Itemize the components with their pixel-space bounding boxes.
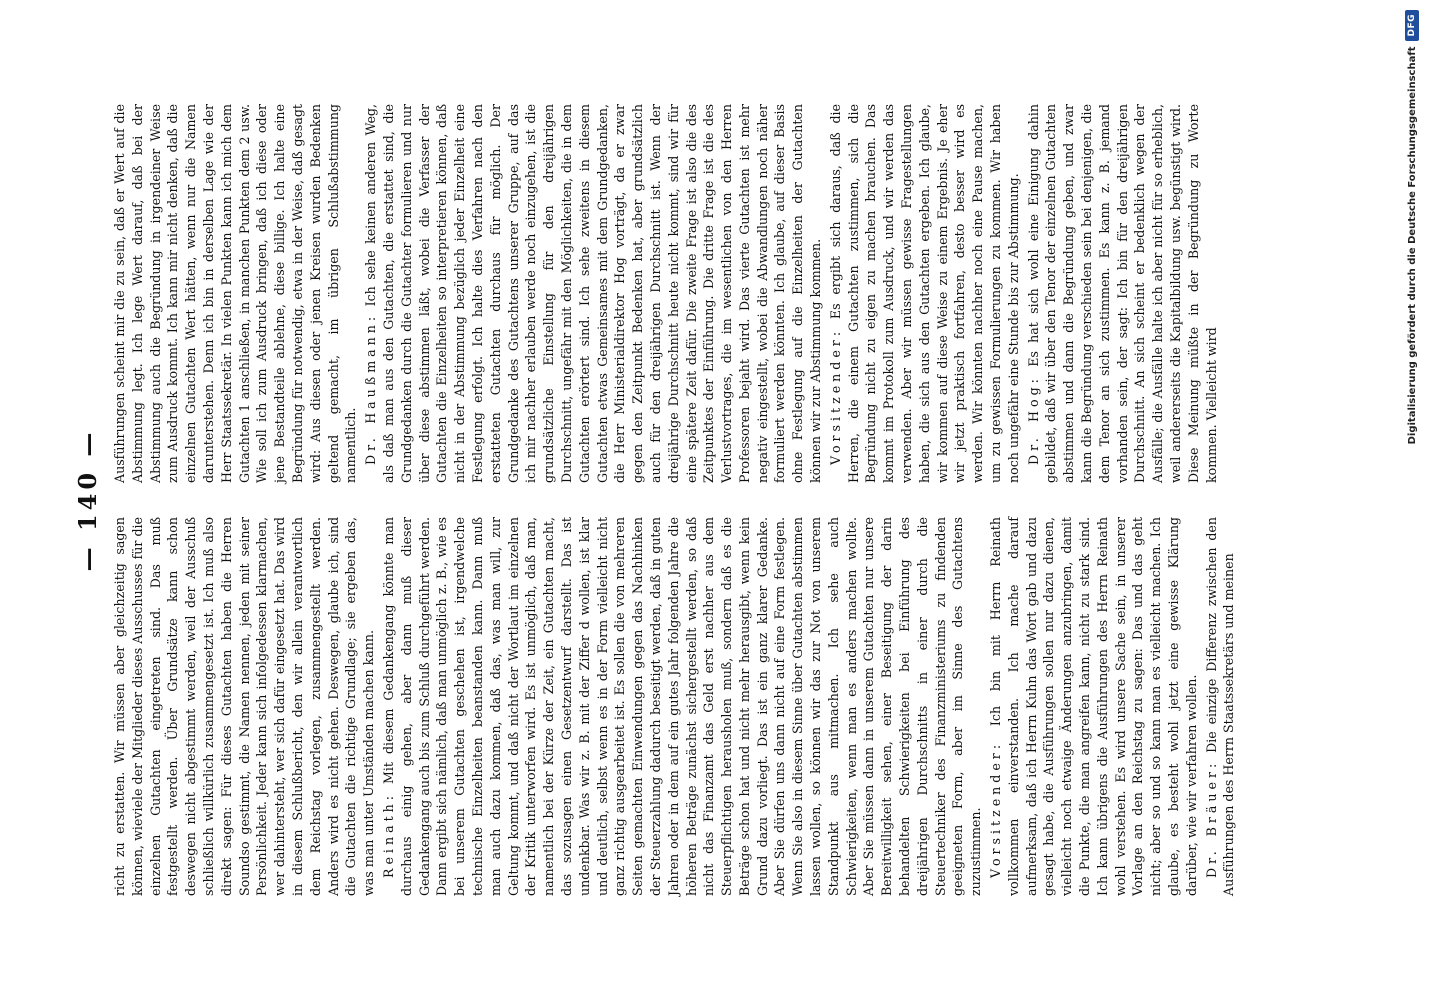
speaker-name: Dr. Haußmann: (363, 312, 379, 465)
paragraph (1203, 517, 1239, 896)
paragraph-text: Ich bin mit Herrn Reinath vollkommen einverstanden. Ich mache darauf aufmerksam, daß ich Herrn Kuhn das Wort gab und dazu gesagt habe, die Ausführungen sollen nur dazu dienen, vielleicht noch etwaige Änderungen anzubringen, damit die Punkte, die man angreifen kann, nicht zu stark sind. Ich kann übrigens die Ausführungen des Herrn Reinath wohl verstehen. Es wird unsere Sache sein, in unserer Vorlage an den Reichstag zu sagen: Das und das geht nicht; aber so und so kann man es vielleicht machen. Ich glaube, es besteht wohl jetzt eine gewisse Klärung darüber, wie wir verfahren wollen. (988, 517, 1199, 896)
paragraph (362, 104, 825, 483)
paragraph (111, 517, 378, 896)
paragraph-text: Es hat sich wohl eine Einigung dahin gebildet, daß wir über den Tenor der einzelnen Gutachten abstimmen und dann die Begründung geben, und zwar kann die Begründung verschieden sein bei denjenigen, die dem Tenor an sich zustimmen. Es kann z. B. jemand vorhanden sein, der sagt: Ich bin für den dreijährigen Durchschnitt. An sich scheint er bedenklich wegen der Ausfälle; die Ausfälle halte ich aber nicht für so erheblich, weil andererseits die Kapitalbildung usw. begünstigt wird. Diese Meinung müßte in der Begründung zu Worte kommen. Vielleicht wird (1025, 104, 1219, 483)
left-column (111, 517, 1238, 896)
paragraph-text: richt zu erstatten. Wir müssen aber gleichzeitig sagen können, wieviele der Mitglieder dieses Ausschusses für die einzelnen Gutachten eingetreten sind. Das muß festgestellt werden. Über Grundsätze kann schon deswegen nicht abgestimmt werden, weil der Ausschuß schließlich willkürlich zusammengesetzt ist. Ich muß also direkt sagen: Für dieses Gutachten haben die Herren Soundso gestimmt, die Namen nennen, jeden mit seiner Persönlichkeit. Jeder kann sich infolgedessen klarmachen, wer dahintersteht, wer sich dafür eingesetzt hat. Das wird in diesem Schlußbericht, den wir allein verantwortlich dem Reichstag vorlegen, zusammengestellt werden. Anders wird es nicht gehen. Deswegen, glaube ich, sind die Gutachten die richtige Grundlage; sie ergeben das, was man unter Umständen machen kann. (112, 517, 377, 896)
credit-text: Digitalisierung gefördert durch die Deutsche Forschungsgemeinschaft (1406, 46, 1418, 445)
speaker-name: Dr. Bräuer: (1203, 759, 1219, 878)
speaker-name: Vorsitzender: (988, 740, 1004, 878)
text-columns (111, 104, 1238, 896)
paragraph-text: Es ergibt sich daraus, daß die Herren, die einem Gutachten zustimmen, sich die Begründung nicht zu eigen zu machen brauchen. Das kommt im Protokoll zum Ausdruck, und wir werden das verwenden. Aber wir müssen gewisse Fragestellungen haben, die sich aus den Gutachten ergeben. Ich glaube, wir kommen auf diese Weise zu einem Ergebnis. Je eher wir jetzt praktisch fortfahren, desto besser wird es werden. Wir könnten nachher noch eine Pause machen, um zu gewissen Formulierungen zu kommen. Wir haben noch ungefähr eine Stunde bis zur Abstimmung. (827, 104, 1021, 483)
paragraph (111, 104, 360, 483)
paragraph (380, 517, 985, 896)
paragraph (1025, 104, 1221, 483)
paragraph (987, 517, 1201, 896)
digitization-credit (1400, 10, 1424, 995)
paragraph (827, 104, 1023, 483)
speaker-name: Dr. Hog: (1025, 375, 1041, 465)
page-number: — 140 — (73, 428, 102, 572)
right-column (111, 104, 1238, 483)
rotated-document-page (57, 70, 1377, 930)
paragraph-text: Ich sehe keinen anderen Weg, als daß man aus den Gutachten, die erstattet sind, die Grundgedanken durch die Gutachter formulieren und nur über diese abstimmen läßt, wobei die Verfasser der Gutachten die Einzelheiten so interpretieren können, daß nicht in der Abstimmung bezüglich jeder Einzelheit eine Festlegung erfolgt. Ich halte dies Verfahren nach den erstatteten Gutachten durchaus für möglich. Der Grundgedanke des Gutachtens unserer Gruppe, auf das ich mir nachher erlauben werde noch einzugehen, ist die grundsätzliche Einstellung für den dreijährigen Durchschnitt, ungefähr mit den Möglichkeiten, die in dem Gutachten erörtert sind. Ich sehe zweitens in diesem Gutachten etwas Gemeinsames mit dem Grundgedanken, die Herr Ministerialdirektor Hog vorträgt, da er zwar gegen den Zeitpunkt Bedenken hat, aber grundsätzlich auch für den dreijährigen Durchschnitt ist. Wenn der dreijährige Durchschnitt heute nicht kommt, sind wir für eine spätere Zeit dafür. Die zweite Frage ist also die des Zeitpunktes der Einführung. Die dritte Frage ist die des Verlustvortrages, die im wesentlichen von den Herren Professoren bejaht wird. Das vierte Gutachten ist mehr negativ eingestellt, wobei die Abwandlungen noch näher formuliert werden könnten. Ich glaube, auf dieser Basis ohne Festlegung auf die Einzelheiten der Gutachten können wir zur Abstimmung kommen. (363, 104, 824, 483)
dfg-logo: DFG (1405, 10, 1419, 41)
paragraph-text: Die einzige Differenz zwischen den Ausführungen des Herrn Staatssekretärs und meinen (1203, 517, 1237, 896)
speaker-name: Reinath: (380, 792, 396, 878)
paragraph-text: Ausführungen scheint mir die zu sein, daß er Wert auf die Abstimmung legt. Ich lege Wert darauf, daß bei der Abstimmung auch die Begründung in irgendeiner Weise zum Ausdruck kommt. Ich kann mir nicht denken, daß die einzelnen Gutachten Wert hätten, wenn nur die Namen darunterstehen. Denn ich bin in derselben Lage wie der Herr Staatssekretär. In vielen Punkten kann ich mich dem Gutachten 1 anschließen, in manchen Punkten dem 2 usw. Wie soll ich zum Ausdruck bringen, daß ich diese oder jene Bestandteile ablehne, diese billige. Ich halte eine Begründung für notwendig, etwa in der Weise, daß gesagt wird: Aus diesen oder jenen Kreisen wurden Bedenken geltend gemacht, im übrigen Schlußabstimmung namentlich. (112, 104, 359, 483)
paragraph-text: Mit diesem Gedankengang könnte man durchaus einig gehen, aber dann muß dieser Gedankengang auch bis zum Schluß durchgeführt werden. Dann ergibt sich nämlich, daß man unmöglich z. B., wie es bei unserem Gutachten geschehen ist, irgendwelche technische Einzelheiten beanstanden kann. Dann muß man auch dazu kommen, daß das, was man will, zur Geltung kommt, und daß nicht der Wortlaut im einzelnen der Kritik unterworfen wird. Es ist unmöglich, daß man, namentlich bei der Kürze der Zeit, ein Gutachten macht, das sozusagen einen Gesetzentwurf darstellt. Das ist undenkbar. Was wir z. B. mit der Ziffer d wollen, ist klar und deutlich, selbst wenn es in der Form vielleicht nicht ganz richtig ausgearbeitet ist. Es sollen die von mehreren Seiten gemachten Einwendungen gegen das Nachhinken der Steuerzahlung dadurch beseitigt werden, daß in guten Jahren oder in dem auf ein gutes Jahr folgenden Jahre die höheren Beträge zunächst sichergestellt werden, so daß nicht das Finanzamt das Geld erst nachher aus dem Steuerpflichtigen herausholen muß, sondern daß es die Beträge schon hat und nicht mehr herausgibt, wenn kein Grund dazu vorliegt. Das ist ein ganz klarer Gedanke. Aber Sie dürfen uns dann nicht auf eine Form festlegen. Wenn Sie also in diesem Sinne über Gutachten abstimmen lassen wollen, so können wir das zur Not von unserem Standpunkt aus mitmachen. Ich sehe auch Schwierigkeiten, wenn man es anders machen wollte. Aber Sie müssen dann in unserem Gutachten nur unsere Bereitwilligkeit sehen, einer Beseitigung der darin behandelten Schwierigkeiten bei Einführung des dreijährigen Durchschnitts in einer durch die Steuertechniker des Finanzministeriums zu findenden geeigneten Form, aber im Sinne des Gutachtens zuzustimmen. (380, 517, 984, 896)
speaker-name: Vorsitzender: (827, 327, 843, 465)
